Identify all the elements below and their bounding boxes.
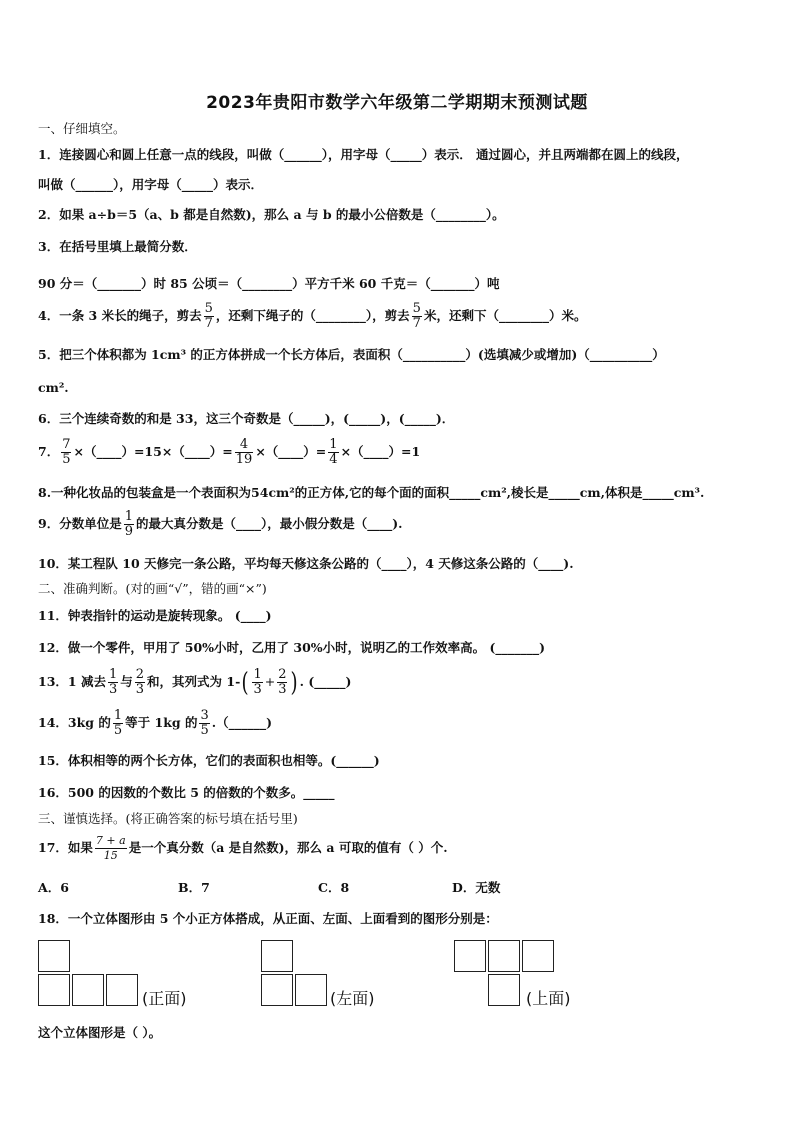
question-11: 11．钟表指针的运动是旋转现象。 (____) (38, 608, 272, 623)
question-4-text-b: ，还剩下绳子的（________），剪去 (215, 308, 410, 323)
question-18-ask: 这个立体图形是（ ）。 (38, 1025, 162, 1040)
question-6: 6．三个连续奇数的和是 33，这三个奇数是（_____)，(_____)，(_____)． (38, 411, 455, 426)
fraction-1-4: $\frac{1}{4}$ (329, 437, 338, 467)
top-view-label: (上面) (526, 989, 571, 1008)
front-view-cell (72, 974, 104, 1006)
left-view-label: (左面) (330, 989, 375, 1008)
question-1-line-2: 叫做（______），用字母（_____）表示． (38, 177, 264, 192)
question-14: 14．3kg 的 $\frac{1}{5}$ 等于 1kg 的 $\frac{3}{5}$ .（______) (38, 708, 273, 738)
fraction-2-3-b: $\frac{2}{3}$ (278, 667, 287, 697)
fraction-3-5: $\frac{3}{5}$ (200, 708, 209, 738)
option-c: C．8 (318, 880, 350, 895)
question-8: 8.一种化妆品的包装盒是一个表面积为54cm²的正方体,它的每个面的面积_____cm²,棱长是_____cm,体积是_____cm³. (38, 485, 705, 500)
fraction-4-19: $\frac{4}{19}$ (235, 437, 253, 467)
question-4-text-a: 4．一条 3 米长的绳子，剪去 (38, 308, 202, 323)
left-view-cell (295, 974, 327, 1006)
left-view-cell (261, 974, 293, 1006)
question-1-line-1: 1．连接圆心和圆上任意一点的线段，叫做（______），用字母（_____）表示． 通过圆心，并且两端都在圆上的线段， (38, 147, 689, 162)
question-4-text-c: 米，还剩下（________）米。 (423, 308, 587, 323)
question-16: 16．500 的因数的个数比 5 的倍数的个数多。_____ (38, 785, 335, 800)
fraction-2-3: $\frac{2}{3}$ (135, 667, 145, 697)
fraction-7a-15: $\frac{7 + a}{15}$ (95, 834, 126, 862)
fraction-7-5: $\frac{7}{5}$ (62, 437, 71, 467)
question-10: 10．某工程队 10 天修完一条公路，平均每天修这条公路的（____），4 天修这条公路的（____). (38, 556, 574, 571)
section-heading-3: 三、谨慎选择。(将正确答案的标号填在括号里) (38, 811, 298, 826)
question-3-items: 90 分＝（_______）时 85 公顷＝（________）平方千米 60 千克＝（_______）吨 (38, 276, 500, 291)
question-7: 7． $\frac{7}{5}$ ×（____）=15×（____）= $\frac{4}{19}$ ×（____）= $\frac{1}{4}$ ×（____）=1 (38, 437, 421, 467)
front-view-cell (106, 974, 138, 1006)
top-view-cell (454, 940, 486, 972)
left-view-cell (261, 940, 293, 972)
question-2: 2．如果 a÷b＝5（a、b 都是自然数)，那么 a 与 b 的最小公倍数是（________）。 (38, 207, 505, 222)
question-17: 17．如果 $\frac{7 + a}{15}$ 是一个真分数（a 是自然数)，那么 a 可取的值有（ ）个. (38, 834, 448, 862)
section-heading-1: 一、仔细填空。 (38, 121, 126, 136)
top-view-cell (488, 974, 520, 1006)
question-15: 15．体积相等的两个长方体，它们的表面积也相等。(______) (38, 753, 380, 768)
question-5-line-2: cm². (38, 380, 69, 395)
front-view-label: (正面) (142, 989, 187, 1008)
top-view-cell (488, 940, 520, 972)
front-view-cell (38, 940, 70, 972)
option-a: A．6 (38, 880, 69, 895)
fraction-5-7-b: $\frac{5}{7}$ (412, 301, 421, 331)
option-b: B．7 (178, 880, 210, 895)
page-title: 2023年贵阳市数学六年级第二学期期末预测试题 (206, 93, 588, 113)
option-d: D．无数 (452, 880, 501, 895)
fraction-1-9: $\frac{1}{9}$ (124, 509, 133, 539)
fraction-1-3-b: $\frac{1}{3}$ (253, 667, 262, 697)
question-9: 9．分数单位是 $\frac{1}{9}$ 的最大真分数是（____），最小假分数是（____). (38, 509, 403, 539)
section-heading-2: 二、准确判断。(对的画“√”，错的画“×”) (38, 581, 267, 596)
fraction-1-5: $\frac{1}{5}$ (113, 708, 123, 738)
question-18: 18．一个立体图形由 5 个小正方体搭成，从正面、左面、上面看到的图形分别是： (38, 911, 498, 926)
question-3: 3．在括号里填上最简分数． (38, 239, 197, 254)
question-13: 13．1 减去 $\frac{1}{3}$ 与 $\frac{2}{3}$ 和，其列式为 1-( $\frac{1}{3}$ + $\frac{2}{3}$ ) . (_____) (38, 667, 352, 698)
top-view-cell (522, 940, 554, 972)
question-12: 12．做一个零件，甲用了 50%小时，乙用了 30%小时，说明乙的工作效率高。 (_______) (38, 640, 546, 655)
three-views-figure (38, 940, 758, 1012)
fraction-1-3: $\frac{1}{3}$ (108, 667, 118, 697)
front-view-cell (38, 974, 70, 1006)
question-4 (38, 302, 586, 331)
fraction-5-7: $\frac{5}{7}$ (204, 301, 213, 331)
question-5-line-1: 5．把三个体积都为 1cm³ 的正方体拼成一个长方体后，表面积（__________）(选填减少或增加)（__________） (38, 347, 665, 362)
